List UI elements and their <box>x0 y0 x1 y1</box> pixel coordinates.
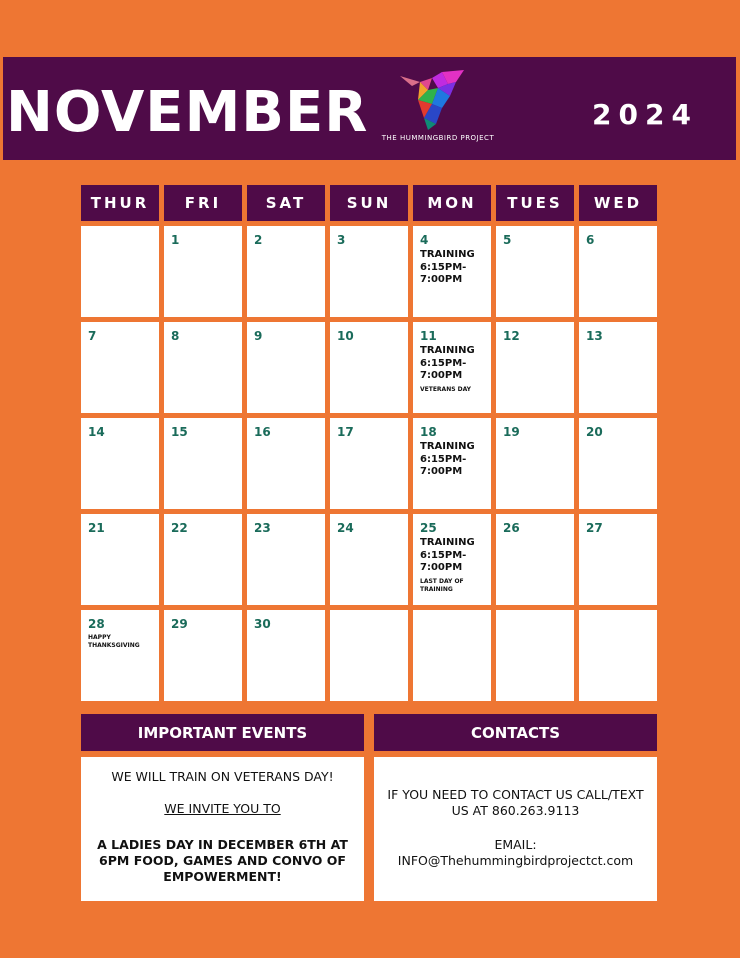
day-number: 14 <box>88 425 105 439</box>
day-note: VETERANS DAY <box>420 385 472 393</box>
calendar-day-cell <box>413 322 491 413</box>
calendar-day-cell <box>247 610 325 701</box>
contact-email-label: EMAIL: <box>494 837 537 852</box>
training-event-line: TRAINING <box>420 537 475 548</box>
calendar-day-cell <box>496 226 574 317</box>
training-event <box>420 345 486 383</box>
day-number: 26 <box>503 521 520 535</box>
training-event-line: 6:15PM- <box>420 549 467 561</box>
calendar-day-cell <box>579 418 657 509</box>
day-number: 13 <box>586 329 603 343</box>
events-line-1: WE WILL TRAIN ON VETERANS DAY! <box>111 769 334 784</box>
training-event-line: 7:00PM <box>420 562 463 573</box>
training-event <box>420 249 486 287</box>
contact-phone-text: IF YOU NEED TO CONTACT US CALL/TEXT US AT 860.263.9113 <box>387 787 644 818</box>
day-number: 15 <box>171 425 188 439</box>
calendar-day-cell <box>579 226 657 317</box>
logo-caption: THE HUMMINGBIRD PROJECT <box>381 134 495 142</box>
calendar-day-cell <box>164 610 242 701</box>
day-number: 23 <box>254 521 271 535</box>
training-event-line: 7:00PM <box>420 466 463 477</box>
calendar-week <box>81 610 659 701</box>
day-number: 25 <box>420 521 437 535</box>
training-event-line: 7:00PM <box>420 274 463 285</box>
calendar-day-cell <box>247 322 325 413</box>
calendar-week <box>81 322 659 413</box>
calendar-week <box>81 418 659 509</box>
weekday-header: FRI <box>164 185 242 221</box>
day-number: 7 <box>88 329 97 343</box>
weekday-header: THUR <box>81 185 159 221</box>
day-number: 21 <box>88 521 105 535</box>
calendar-day-cell <box>579 514 657 605</box>
events-line-3: A LADIES DAY IN DECEMBER 6TH AT 6PM FOOD, GAMES AND CONVO OF EMPOWERMENT! <box>97 837 348 884</box>
day-note: HAPPY THANKSGIVING <box>88 634 140 649</box>
day-number: 20 <box>586 425 603 439</box>
training-event-line: 6:15PM- <box>420 261 467 273</box>
day-number: 22 <box>171 521 188 535</box>
calendar-day-cell <box>496 610 574 701</box>
month-title: NOVEMBER <box>6 80 369 145</box>
calendar-day-cell <box>413 226 491 317</box>
day-number: 5 <box>503 233 512 247</box>
training-event-line: 6:15PM- <box>420 453 467 465</box>
calendar-day-cell <box>330 418 408 509</box>
calendar-day-cell <box>496 514 574 605</box>
events-panel-title: IMPORTANT EVENTS <box>81 714 364 751</box>
contacts-panel <box>374 757 657 901</box>
calendar-day-cell <box>81 322 159 413</box>
calendar-week <box>81 226 659 317</box>
calendar-day-cell <box>81 226 159 317</box>
day-number: 4 <box>420 233 429 247</box>
calendar-day-cell <box>164 418 242 509</box>
day-number: 8 <box>171 329 180 343</box>
day-number: 12 <box>503 329 520 343</box>
calendar-day-cell <box>81 514 159 605</box>
calendar-day-cell <box>496 418 574 509</box>
day-number: 18 <box>420 425 437 439</box>
day-number: 24 <box>337 521 354 535</box>
day-number: 9 <box>254 329 263 343</box>
events-line-2: WE INVITE YOU TO <box>164 801 281 816</box>
day-number: 29 <box>171 617 188 631</box>
day-number: 17 <box>337 425 354 439</box>
contact-email[interactable]: INFO@Thehummingbirdprojectct.com <box>397 853 634 868</box>
year-title: 2024 <box>592 98 698 131</box>
day-number: 27 <box>586 521 603 535</box>
calendar-day-cell <box>330 514 408 605</box>
calendar-grid <box>81 185 659 706</box>
calendar-day-cell <box>164 226 242 317</box>
training-event-line: TRAINING <box>420 345 475 356</box>
calendar-day-cell <box>413 610 491 701</box>
day-number: 2 <box>254 233 263 247</box>
events-panel <box>81 757 364 901</box>
hummingbird-icon <box>398 68 468 130</box>
calendar-day-cell <box>330 226 408 317</box>
calendar-day-cell <box>330 610 408 701</box>
weekday-header: MON <box>413 185 491 221</box>
day-number: 1 <box>171 233 180 247</box>
weekday-header-row <box>81 185 659 221</box>
day-number: 28 <box>88 617 105 631</box>
calendar-day-cell <box>413 418 491 509</box>
calendar-weeks <box>81 226 659 701</box>
training-event-line: 7:00PM <box>420 370 463 381</box>
day-number: 10 <box>337 329 354 343</box>
training-event <box>420 441 486 479</box>
training-event-line: TRAINING <box>420 249 475 260</box>
weekday-header: SAT <box>247 185 325 221</box>
day-number: 30 <box>254 617 271 631</box>
training-event <box>420 537 486 575</box>
day-number: 19 <box>503 425 520 439</box>
calendar-day-cell <box>247 226 325 317</box>
calendar-day-cell <box>164 514 242 605</box>
calendar-day-cell <box>247 418 325 509</box>
calendar-day-cell <box>496 322 574 413</box>
calendar-day-cell <box>579 322 657 413</box>
calendar-week <box>81 514 659 605</box>
day-number: 16 <box>254 425 271 439</box>
calendar-day-cell <box>579 610 657 701</box>
weekday-header: TUES <box>496 185 574 221</box>
day-number: 6 <box>586 233 595 247</box>
calendar-day-cell <box>81 418 159 509</box>
day-number: 3 <box>337 233 346 247</box>
training-event-line: TRAINING <box>420 441 475 452</box>
day-number: 11 <box>420 329 437 343</box>
calendar-day-cell <box>164 322 242 413</box>
calendar-day-cell <box>413 514 491 605</box>
weekday-header: WED <box>579 185 657 221</box>
calendar-day-cell <box>81 610 159 701</box>
calendar-day-cell <box>247 514 325 605</box>
weekday-header: SUN <box>330 185 408 221</box>
contacts-panel-title: CONTACTS <box>374 714 657 751</box>
training-event-line: 6:15PM- <box>420 357 467 369</box>
day-note: LAST DAY OF TRAINING <box>420 577 464 593</box>
calendar-day-cell <box>330 322 408 413</box>
